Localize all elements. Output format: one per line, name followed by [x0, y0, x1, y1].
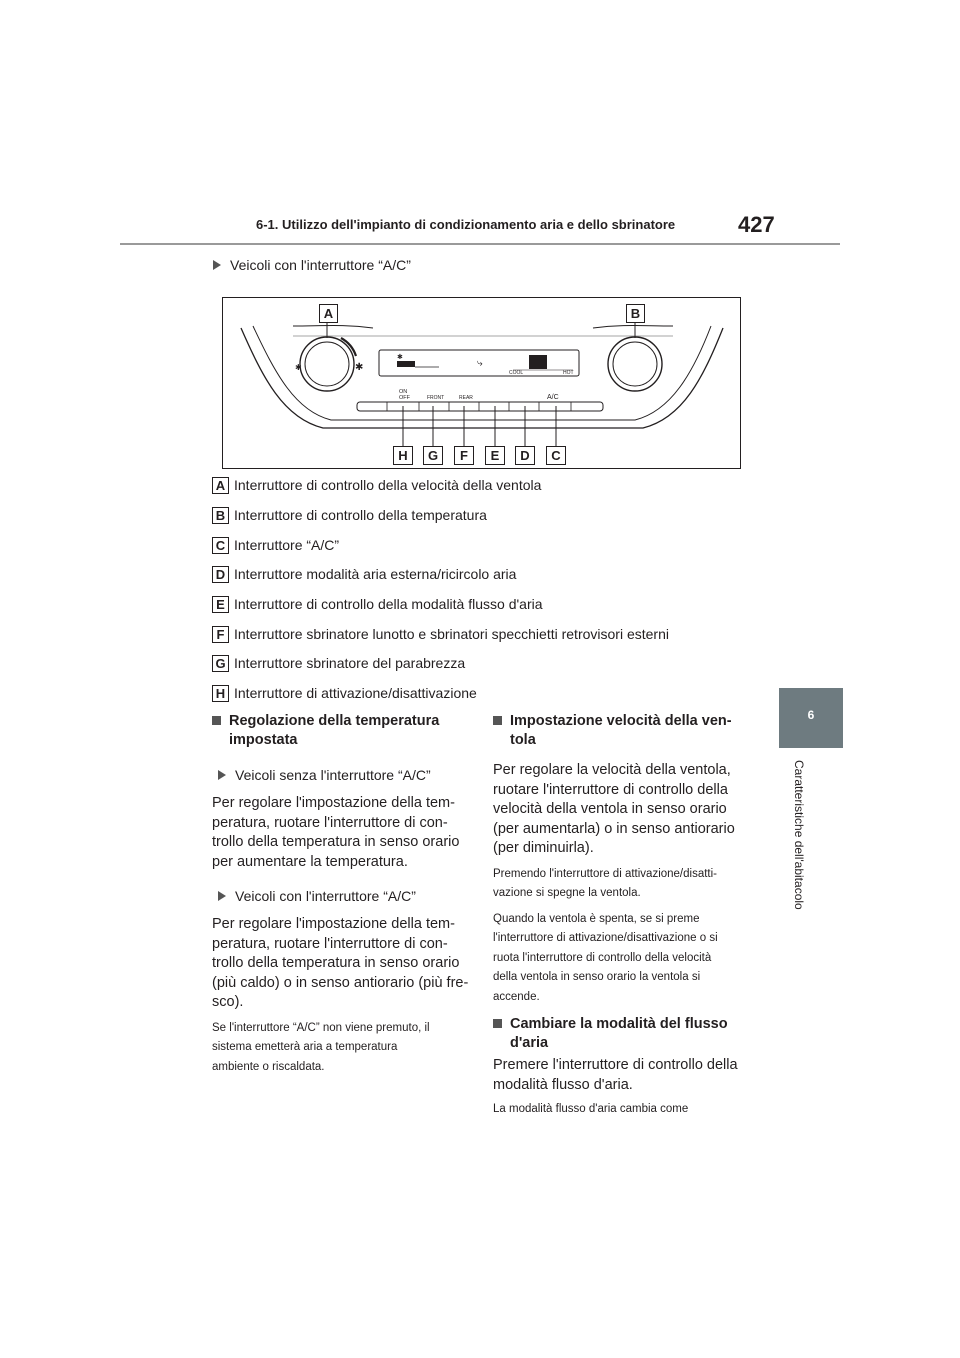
button-bar — [357, 402, 603, 411]
paragraph: Per regolare l'impostazione della tem- peratura, ruotare l'interruttore di con- trollo della temperatura in senso orario (più caldo) o in senso antiorario (più fre- sco). — [212, 916, 469, 1010]
paragraph: Per regolare l'impostazione della tem- peratura, ruotare l'interruttore di con- trollo della temperatura in senso orario per aumentare la temperatura. — [212, 795, 460, 870]
svg-text:ON: ON — [399, 389, 408, 395]
page-number: 427 — [738, 212, 775, 237]
triangle-bullet-icon — [218, 770, 226, 780]
legend-item: D Interruttore modalità aria esterna/ricircolo aria — [212, 564, 516, 584]
diagram-label-a: A — [319, 304, 338, 323]
climate-panel-illustration — [223, 298, 740, 468]
chapter-number: 6 — [807, 708, 815, 722]
square-bullet-icon — [493, 1019, 502, 1028]
legend-item: G Interruttore sbrinatore del parabrezza — [212, 653, 465, 673]
svg-text:✱: ✱ — [397, 353, 403, 361]
note: Se l'interruttore “A/C” non viene premuto, il sistema emetterà aria a temperatura ambiente o riscaldata. — [212, 1021, 430, 1073]
heading-airflow-mode: Cambiare la modalità del flusso d'aria — [493, 1015, 755, 1053]
heading-fan-speed: Impostazione velocità della ven- tola — [493, 712, 755, 750]
svg-text:OFF: OFF — [399, 395, 410, 401]
variant-heading-without-ac: Veicoli senza l'interruttore “A/C” — [218, 767, 474, 783]
note: Premendo l'interruttore di attivazione/disatti- vazione si spegne la ventola. — [493, 867, 717, 899]
right-column — [493, 712, 755, 1120]
diagram-label-b: B — [626, 304, 645, 323]
square-bullet-icon — [212, 716, 221, 725]
square-bullet-icon — [493, 716, 502, 725]
diagram-label-e: E — [485, 446, 505, 465]
header-divider — [120, 243, 840, 245]
diagram-label-f: F — [454, 446, 474, 465]
note: Quando la ventola è spenta, se si preme l'interruttore di attivazione/disattivazione o si ruota l'interruttore di controllo della velocità della ventola in senso orario la ventola si accende. — [493, 912, 718, 1003]
legend-item: F Interruttore sbrinatore lunotto e sbrinatori specchietti retrovisori esterni — [212, 624, 669, 644]
paragraph: Premere l'interruttore di controllo della modalità flusso d'aria. — [493, 1057, 738, 1093]
diagram-label-d: D — [515, 446, 535, 465]
chapter-label: Caratteristiche dell'abitacolo — [792, 760, 806, 910]
left-column — [212, 712, 474, 1077]
svg-text:COOL: COOL — [509, 370, 524, 376]
chapter-tab — [779, 688, 843, 748]
diagram-label-c: C — [546, 446, 566, 465]
temperature-knob — [608, 337, 662, 391]
svg-text:⤷: ⤷ — [477, 358, 483, 369]
variant-heading-with-ac: Veicoli con l'interruttore “A/C” — [213, 257, 411, 273]
legend-item: H Interruttore di attivazione/disattivazione — [212, 683, 477, 703]
fan-speed-knob — [300, 337, 354, 391]
svg-text:HOT: HOT — [563, 370, 574, 376]
legend-item: A Interruttore di controllo della velocità della ventola — [212, 475, 541, 495]
fan-high-icon: ✱ — [355, 362, 364, 373]
legend-item: C Interruttore “A/C” — [212, 535, 339, 555]
triangle-bullet-icon — [218, 891, 226, 901]
legend-item: B Interruttore di controllo della temperatura — [212, 505, 487, 525]
section-title: 6-1. Utilizzo dell'impianto di condizionamento aria e dello sbrinatore — [256, 217, 676, 232]
svg-text:A/C: A/C — [547, 394, 559, 401]
triangle-bullet-icon — [213, 260, 221, 270]
paragraph: Per regolare la velocità della ventola, ruotare l'interruttore di controllo della velocità della ventola in senso orario (per aumentarla) o in senso antiorario (per diminuirla). — [493, 762, 735, 856]
note: La modalità flusso d'aria cambia come — [493, 1103, 689, 1115]
svg-text:FRONT: FRONT — [427, 395, 445, 401]
heading-temperature: Regolazione della temperatura impostata — [212, 712, 474, 750]
diagram-label-h: H — [393, 446, 413, 465]
variant-heading-with-ac-2: Veicoli con l'interruttore “A/C” — [218, 888, 474, 904]
diagram-label-g: G — [423, 446, 443, 465]
svg-text:REAR: REAR — [459, 395, 473, 401]
legend-item: E Interruttore di controllo della modalità flusso d'aria — [212, 594, 543, 614]
climate-panel-diagram — [222, 297, 741, 469]
fan-low-icon: ✱ — [295, 363, 302, 372]
